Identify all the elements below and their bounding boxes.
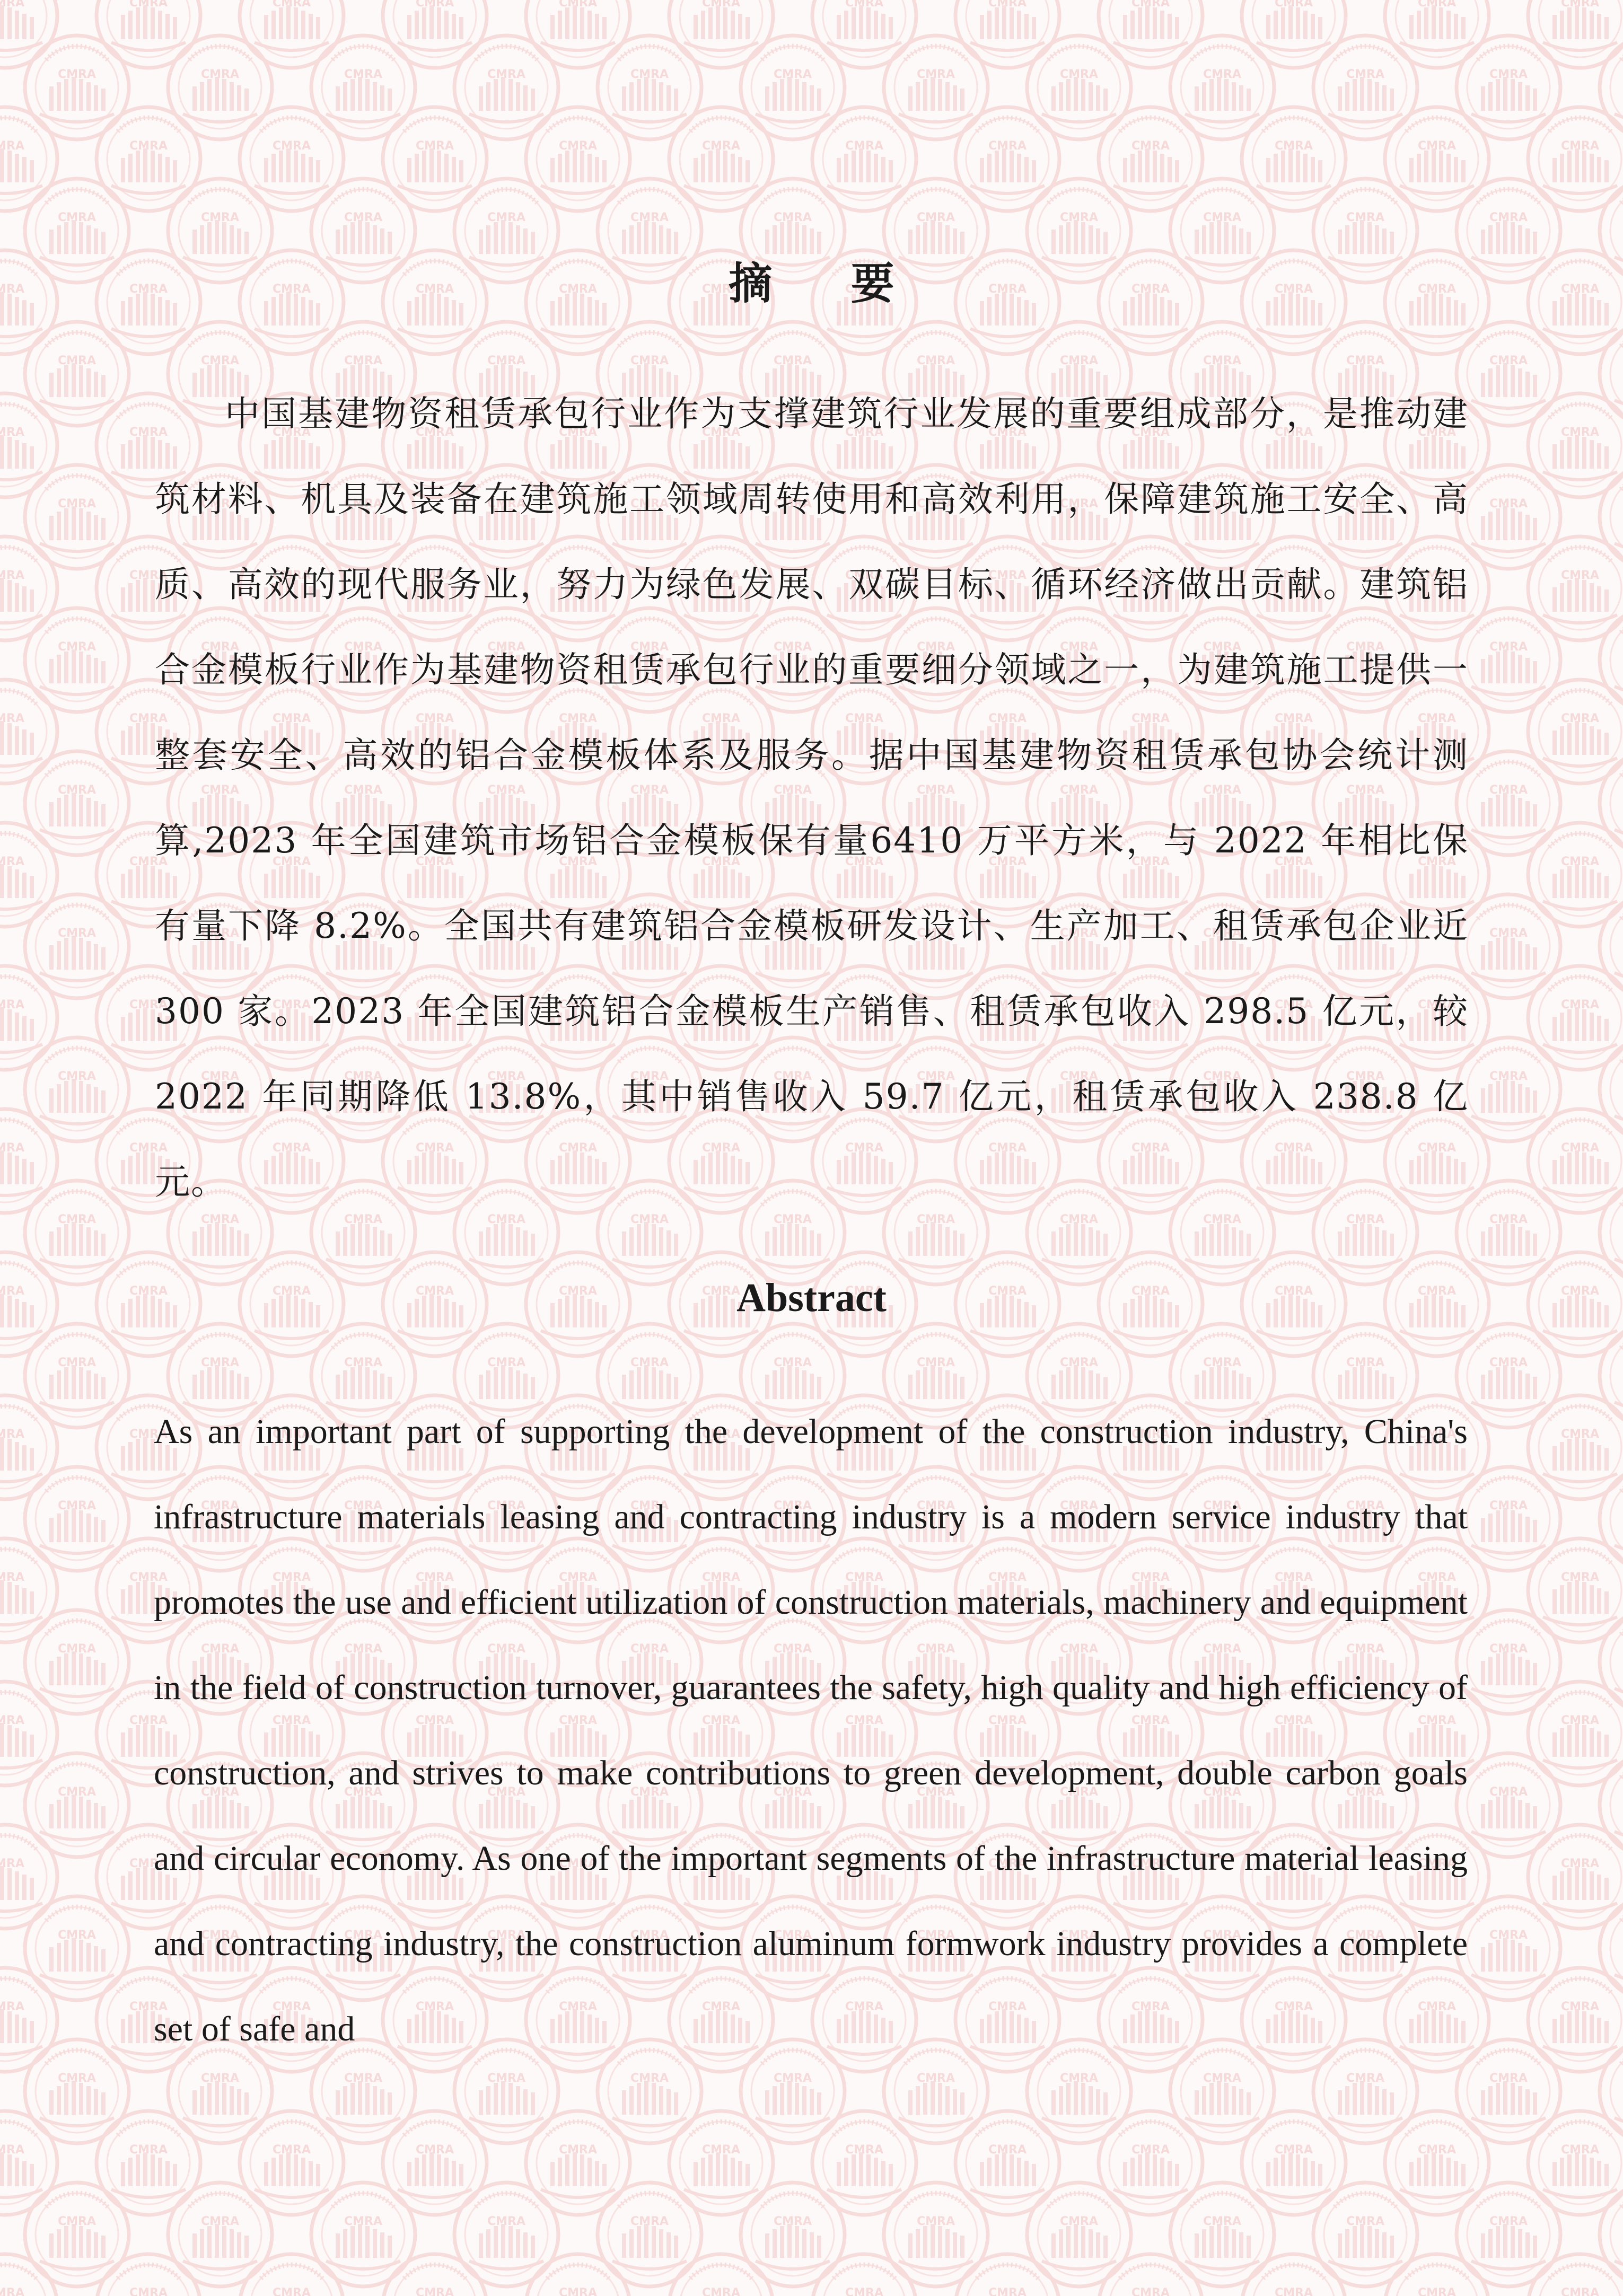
abstract-heading-en: Abstract — [736, 1275, 887, 1320]
abstract-body-en: As an important part of supporting the development of the construction industry, China's infrastructure materials leasing and contracting industry is a modern service industry that promotes the use and efficient utilization of construction materials, machinery and equipment in the field of construction turnover, guarantees the safety, high quality and high efficiency of construction, and strives to make contributions to green development, double carbon goals and circular economy. As one of the important segments of the infrastructure material leasing and contracting industry, the construction aluminum formwork industry provides a complete set of safe and — [154, 1412, 1468, 2048]
abstract-heading-cn: 摘 要 — [729, 259, 926, 309]
abstract-body-cn: 中国基建物资租赁承包行业作为支撑建筑行业发展的重要组成部分，是推动建筑材料、机具及装备在建筑施工领域周转使用和高效利用，保障建筑施工安全、高质、高效的现代服务业，努力为绿色发展、双碳目标、循环经济做出贡献。建筑铝合金模板行业作为基建物资租赁承包行业的重要细分领域之一，为建筑施工提供一整套安全、高效的铝合金模板体系及服务。据中国基建物资租赁承包协会统计测算,2023 年全国建筑市场铝合金模板保有量6410 万平方米，与 2022 年相比保有量下降 8.2%。全国共有建筑铝合金模板研发设计、生产加工、租赁承包企业近 300 家。2023 年全国建筑铝合金模板生产销售、租赁承包收入 298.5 亿元，较 2022 年同期降低 13.8%，其中销售收入 59.7 亿元，租赁承包收入 238.8 亿元。 — [155, 393, 1469, 1202]
